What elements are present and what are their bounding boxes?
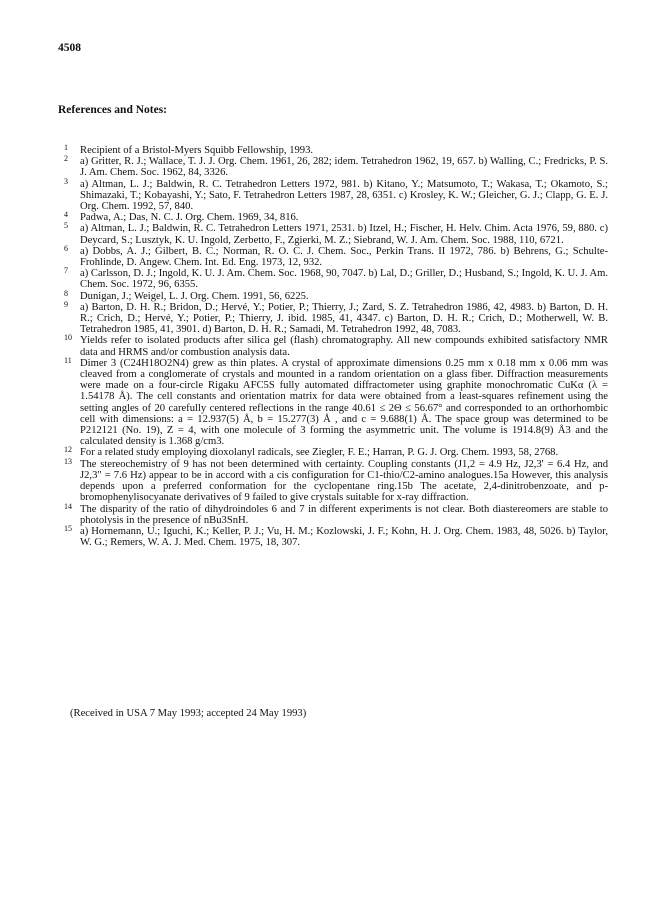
reference-item <box>64 355 608 448</box>
reference-number: 6 <box>64 243 68 253</box>
reference-text: a) Altman, L. J.; Baldwin, R. C. Tetrahedron Letters 1972, 981. b) Kitano, Y.; Matsumoto, T.; Wakasa, T.; Okamoto, S.; Shimazaki, T.; Kobayashi, Y.; Sato, F. Tetrahedron Letters 1987, 28, 6351. c) Krosley, K. W.; Gleicher, G. J.; Clapp, G. E. J. Org. Chem. 1992, 57, 840. <box>80 178 608 213</box>
reference-item <box>64 447 608 458</box>
reference-item <box>64 212 608 223</box>
reference-item <box>64 268 608 290</box>
reference-item <box>64 223 608 245</box>
reference-text: Dimer 3 (C24H18O2N4) grew as thin plates. A crystal of approximate dimensions 0.25 mm x 0.18 mm x 0.06 mm was cleaved from a conglomerate of crystals and mounted in a random orientation on a glass fiber. Diffraction measurements were made on a four-circle Rigaku AFC5S fully automated diffractometer using graphite monochromatic CuKα (λ = 1.54178 Å). The cell constants and orientation matrix for data were obtained from a least-squares refinement using the setting angles of 20 carefully centered reflections in the range 40.61 ≤ 2Θ ≤ 56.67° and corresponded to an orthorhombic cell with dimensions: a = 12.937(5) Å, b = 15.277(3) Å , and c = 9.688(1) Å. The space group was determined to be P212121 (No. 19), Z = 4, with one molecule of 3 forming the asymmetric unit. The volume is 1914.8(9) Å3 and the calculated density is 1.368 g/cm3. <box>80 357 608 448</box>
reference-number: 10 <box>64 333 72 343</box>
reference-item <box>64 243 608 269</box>
reference-item <box>64 176 608 213</box>
reference-number: 8 <box>64 288 68 298</box>
reference-text: Recipient of a Bristol-Myers Squibb Fellowship, 1993. <box>80 145 314 156</box>
reference-item <box>64 299 608 336</box>
reference-number: 14 <box>64 501 72 511</box>
reference-number: 3 <box>64 176 68 186</box>
reference-number: 13 <box>64 456 72 466</box>
reference-text: Padwa, A.; Das, N. C. J. Org. Chem. 1969, 34, 816. <box>80 212 299 224</box>
reference-number: 12 <box>64 445 72 455</box>
reference-text: Dunigan, J.; Weigel, L. J. Org. Chem. 1991, 56, 6225. <box>80 290 309 302</box>
reference-number: 15 <box>64 523 72 533</box>
reference-item <box>64 335 608 357</box>
reference-text: The stereochemistry of 9 has not been determined with certainty. Coupling constants (J1,2 = 4.9 Hz, J2,3' = 6.4 Hz, and J2,3" = 7.6 Hz) appear to be in accord with a cis configuration for C1-thio/C2-amino analogues.15a However, this analysis depends upon a preferred conformation for the cyclopentane ring.15b The acetate, 2,4-dinitrobenzoate, and p-bromophenylisocyanate derivatives of 9 failed to give crystals suitable for x-ray diffraction. <box>80 458 608 504</box>
reference-text: a) Carlsson, D. J.; Ingold, K. U. J. Am. Chem. Soc. 1968, 90, 7047. b) Lal, D.; Griller, D.; Husband, S.; Ingold, K. U. J. Am. Chem. Soc. 1972, 96, 6355. <box>80 268 608 291</box>
reference-text: a) Hornemann, U.; Iguchi, K.; Keller, P. J.; Vu, H. M.; Kozlowski, J. F.; Kohn, H. J. Org. Chem. 1983, 48, 5026. b) Taylor, W. G.; Remers, W. A. J. Med. Chem. 1975, 18, 307. <box>80 525 608 549</box>
reference-text: For a related study employing dioxolanyl radicals, see Ziegler, F. E.; Harran, P. G. J. Org. Chem. 1993, 58, 2768. <box>80 447 559 459</box>
reference-number: 11 <box>64 355 72 365</box>
reference-number: 4 <box>64 210 68 220</box>
section-heading: References and Notes: <box>58 104 168 116</box>
reference-number: 2 <box>64 154 68 164</box>
reference-number: 9 <box>64 299 68 309</box>
reference-text: a) Dobbs, A. J.; Gilbert, B. C.; Norman, R. O. C. J. Chem. Soc., Perkin Trans. II 1972, 786. b) Behrens, G.; Schulte-Frohlinde, D. Angew. Chem. Int. Ed. Eng. 1973, 12, 932. <box>80 245 608 269</box>
reference-text: a) Barton, D. H. R.; Bridon, D.; Hervé, Y.; Potier, P.; Thierry, J.; Zard, S. Z. Tetrahedron 1986, 42, 4983. b) Barton, D. H. R.; Crich, D.; Hervé, Y.; Potier, P.; Thierry, J. ibid. 1985, 41, 4347. c) Barton, D. H. R.; Crich, D.; Motherwell, W. B. Tetrahedron 1985, 41, 3901. d) Barton, D. H. R.; Samadi, M. Tetrahedron 1992, 48, 7083. <box>80 301 608 336</box>
page-number: 4508 <box>58 42 81 54</box>
reference-text: The disparity of the ratio of dihydroindoles 6 and 7 in different experiments is not clear. Both diastereomers are stable to photolysis in the presence of nBu3SnH. <box>80 503 608 526</box>
reference-item <box>64 156 608 178</box>
reference-list <box>64 145 608 548</box>
reference-number: 5 <box>64 221 68 231</box>
reference-number: 1 <box>64 143 68 152</box>
reference-item <box>64 145 608 156</box>
reference-text: a) Altman, L. J.; Baldwin, R. C. Tetrahedron Letters 1971, 2531. b) Itzel, H.; Fischer, H. Helv. Chim. Acta 1976, 59, 880. c) Deycard, S.; Lusztyk, K. U. Ingold, Zerbetto, F., Zgierki, M. Z.; Siebrand, W. J. Am. Chem. Soc. 1988, 110, 6721. <box>80 223 608 246</box>
reference-item <box>64 288 608 302</box>
reference-number: 7 <box>64 266 68 276</box>
reference-text: a) Gritter, R. J.; Wallace, T. J. J. Org. Chem. 1961, 26, 282; idem. Tetrahedron 1962, 19, 657. b) Walling, C.; Fredricks, P. S. J. Am. Chem. Soc. 1962, 84, 3326. <box>80 156 608 179</box>
reference-item <box>64 501 608 526</box>
received-note: (Received in USA 7 May 1993; accepted 24 May 1993) <box>70 708 307 719</box>
reference-item <box>64 456 608 504</box>
reference-text: Yields refer to isolated products after silica gel (flash) chromatography. All new compounds exhibited satisfactory NMR data and HRMS and/or combustion analysis data. <box>80 335 608 358</box>
reference-item <box>64 523 608 549</box>
